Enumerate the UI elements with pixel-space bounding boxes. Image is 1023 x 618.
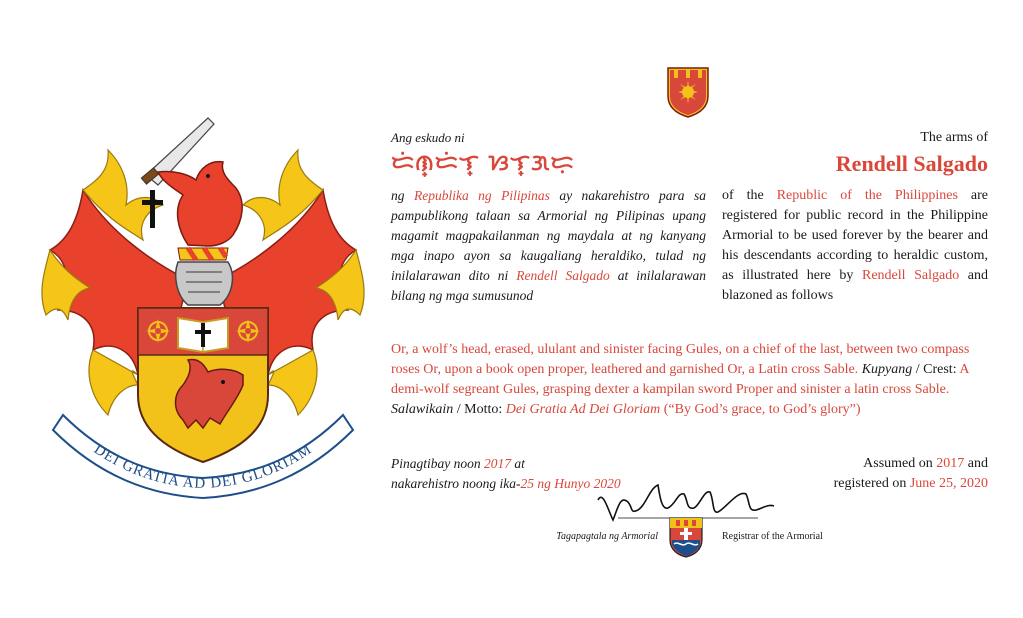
left-intro: Ang eskudo ni	[391, 130, 465, 145]
registrar-seal-icon	[668, 516, 704, 558]
right-body-post: and blazoned as follows	[722, 268, 988, 303]
latin-name: Rendell Salgado	[835, 151, 988, 176]
registered-left-date: 25 ng Hunyo 2020	[520, 476, 621, 491]
right-body-paragraph	[722, 186, 988, 306]
left-body-name: Rendell Salgado	[516, 268, 610, 283]
assumed-right-pre: Assumed on	[863, 456, 937, 471]
assumed-left-year: 2017	[484, 456, 511, 471]
crest-label-tl: Kupyang	[861, 362, 913, 377]
assumed-left-pre: Pinagtibay noon	[391, 456, 484, 471]
coat-of-arms	[38, 110, 368, 505]
right-intro: The arms of	[920, 130, 988, 145]
blazon-shield: Or, a wolf’s head, erased, ululant and sinister facing Gules, on a chief of the last, between two compass roses Or, upon a book open proper, leathered and garnished Or, a Latin cross Sable.	[391, 342, 970, 377]
registrar-label-en: Registrar of the Armorial	[722, 531, 823, 542]
motto-label-tl: Salawikain	[391, 402, 454, 417]
crest-label-en: / Crest:	[912, 362, 960, 377]
right-body-name: Rendell Salgado	[862, 268, 960, 283]
book-cross-horizontal	[195, 330, 211, 334]
demi-wolf-crest	[158, 162, 242, 246]
left-body-republic: Republika ng Pilipinas	[413, 188, 550, 203]
blazon-motto: Dei Gratia Ad Dei Gloriam	[505, 402, 661, 417]
right-body-mid: are registered for public record in the Philippine Armorial to be used forever by the bearer and his descendants according to heraldic custom, as illustrated here by	[722, 188, 988, 283]
baybayin-name: ᜇᜒᜈ᜔ᜇᜒᜎ᜔ ᜐᜎ᜔ᜄᜇᜓ	[391, 151, 575, 176]
blazon-crest: A demi-wolf segreant Gules, grasping dexter a kampilan sword Proper and sinister a latin cross Sable.	[391, 362, 969, 397]
book-cross-vertical	[201, 323, 205, 347]
registered-left-pre: nakarehistro noong ika-	[391, 476, 521, 491]
motto-label-en: / Motto:	[453, 402, 506, 417]
mantling-right-lower	[268, 350, 317, 415]
blazon-motto-translation: (“By God’s grace, to God’s glory”)	[660, 402, 861, 417]
registrar-label-tl: Tagapagtala ng Armorial	[556, 531, 658, 542]
left-body-mid: ay nakarehistro para sa pampublikong talaan sa Armorial ng Pilipinas upang magamit magpakailanman ng maydala at ng kanyang mga inapo ayon sa kaugaliang heraldiko, tulad ng inilalarawan dito ni	[391, 188, 706, 283]
right-body-pre: of the	[722, 188, 777, 203]
mantling-left-lower	[89, 350, 138, 415]
assumed-right-year: 2017	[936, 456, 965, 471]
left-body-paragraph	[391, 186, 706, 306]
left-body-post: at inilalarawan bilang ng mga sumusunod	[391, 268, 707, 303]
right-body-republic: Republic of the Philippines	[776, 188, 958, 203]
registered-right-pre: registered on	[833, 476, 910, 491]
left-body-pre: ng	[391, 188, 414, 203]
blazon-paragraph	[391, 340, 989, 420]
motto-scroll-textpath: DEI GRATIA AD DEI GLORIAM	[90, 441, 316, 493]
crest-cross-horizontal	[142, 200, 163, 205]
assumed-right-post: and	[964, 456, 988, 471]
assumed-left-post: at	[511, 456, 525, 471]
registered-right-date: June 25, 2020	[909, 476, 988, 491]
filipino-text-column	[391, 128, 706, 306]
helmet	[176, 262, 233, 305]
english-text-column	[722, 128, 988, 306]
registry-seal-icon	[666, 66, 710, 118]
crest-cross-vertical	[150, 190, 155, 228]
